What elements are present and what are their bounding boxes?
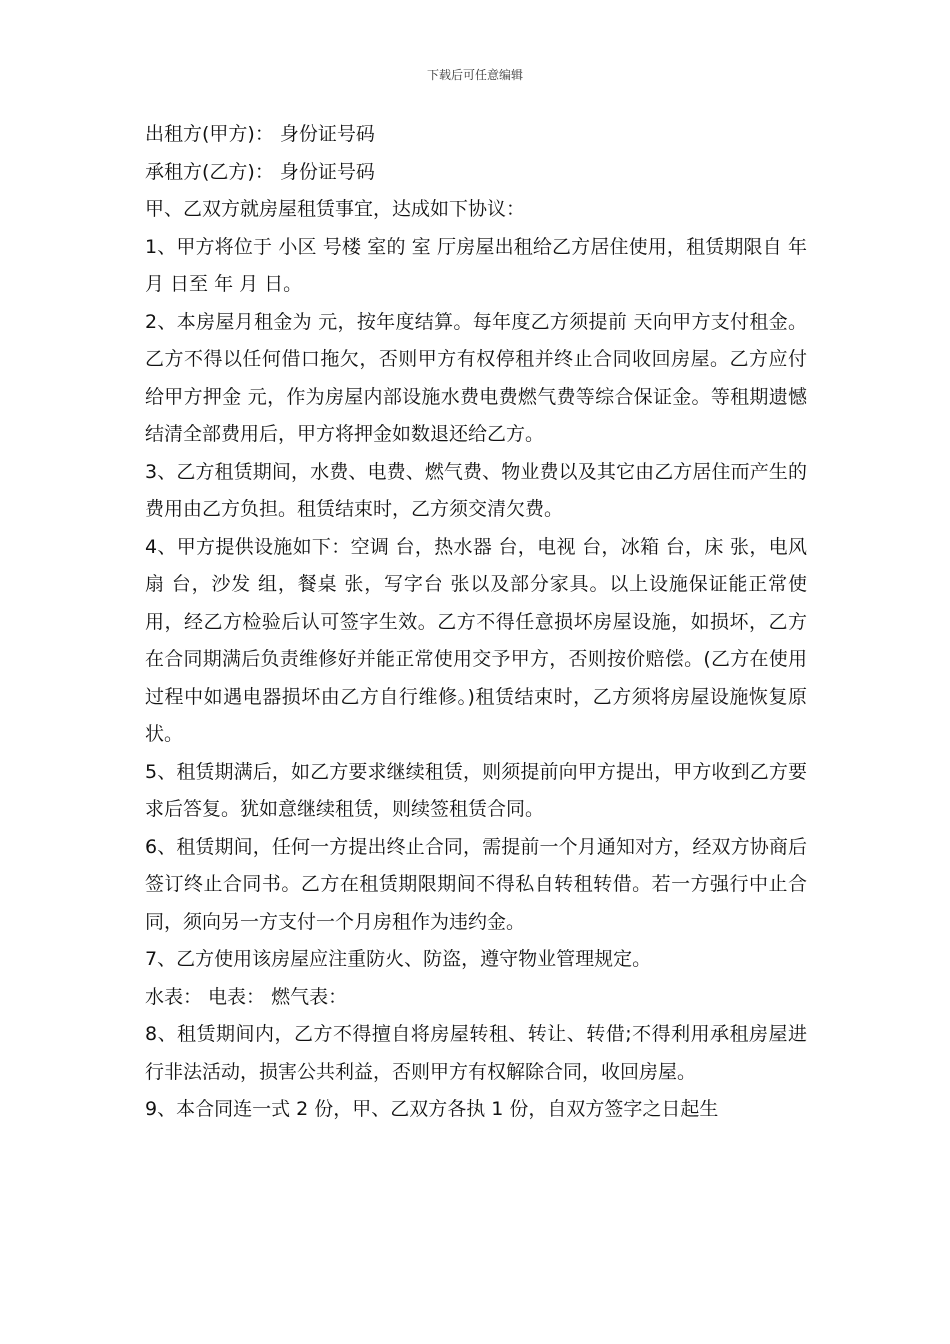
page-header: 下载后可任意编辑 [426, 68, 523, 82]
contract-body [145, 116, 807, 1129]
clause-7: 7、乙方使用该房屋应注重防火、防盗，遵守物业管理规定。 [145, 948, 652, 970]
agreement-intro: 甲、乙双方就房屋租赁事宜，达成如下协议： [145, 198, 526, 220]
lessor-line: 出租方(甲方)： 身份证号码 [145, 123, 375, 145]
clause-8: 8、租赁期间内，乙方不得擅自将房屋转租、转让、转借;不得利用承租房屋进行非法活动，损害公共利益，否则甲方有权解除合同，收回房屋。 [145, 1023, 807, 1083]
clause-9: 9、本合同连一式 2 份，甲、乙双方各执 1 份，自双方签字之日起生 [145, 1098, 719, 1120]
clause-3: 3、乙方租赁期间，水费、电费、燃气费、物业费以及其它由乙方居住而产生的费用由乙方负担。租赁结束时，乙方须交清欠费。 [145, 460, 807, 520]
clause-2: 2、本房屋月租金为 元，按年度结算。每年度乙方须提前 天向甲方支付租金。乙方不得以任何借口拖欠，否则甲方有权停租并终止合同收回房屋。乙方应付给甲方押金 元，作为房屋内部设施水费电费燃气费等综合保证金。等租期遗憾结清全部费用后，甲方将押金如数退还给乙方。 [145, 310, 807, 445]
lessee-line: 承租方(乙方)： 身份证号码 [145, 160, 375, 183]
clause-1: 1、甲方将位于 小区 号楼 室的 室 厅房屋出租给乙方居住使用，租赁期限自 年 月 日至 年 月 日。 [145, 235, 807, 295]
clause-6: 6、租赁期间，任何一方提出终止合同，需提前一个月通知对方，经双方协商后签订终止合同书。乙方在租赁期限期间不得私自转租转借。若一方强行中止合同，须向另一方支付一个月房租作为违约金。 [145, 835, 807, 933]
clause-4: 4、甲方提供设施如下：空调 台，热水器 台，电视 台，冰箱 台，床 张，电风扇 台，沙发 组，餐桌 张，写字台 张以及部分家具。以上设施保证能正常使用，经乙方检验后认可签字生效。乙方不得任意损坏房屋设施，如损坏，乙方在合同期满后负责维修好并能正常使用交予甲方，否则按价赔偿。(乙方在使用过程中如遇电器损坏由乙方自行维修。)租赁结束时，乙方须将房屋设施恢复原状。 [145, 535, 807, 745]
clause-5: 5、租赁期满后，如乙方要求继续租赁，则须提前向甲方提出，甲方收到乙方要求后答复。犹如意继续租赁，则续签租赁合同。 [145, 760, 807, 820]
meter-readings: 水表： 电表： 燃气表： [145, 985, 348, 1008]
